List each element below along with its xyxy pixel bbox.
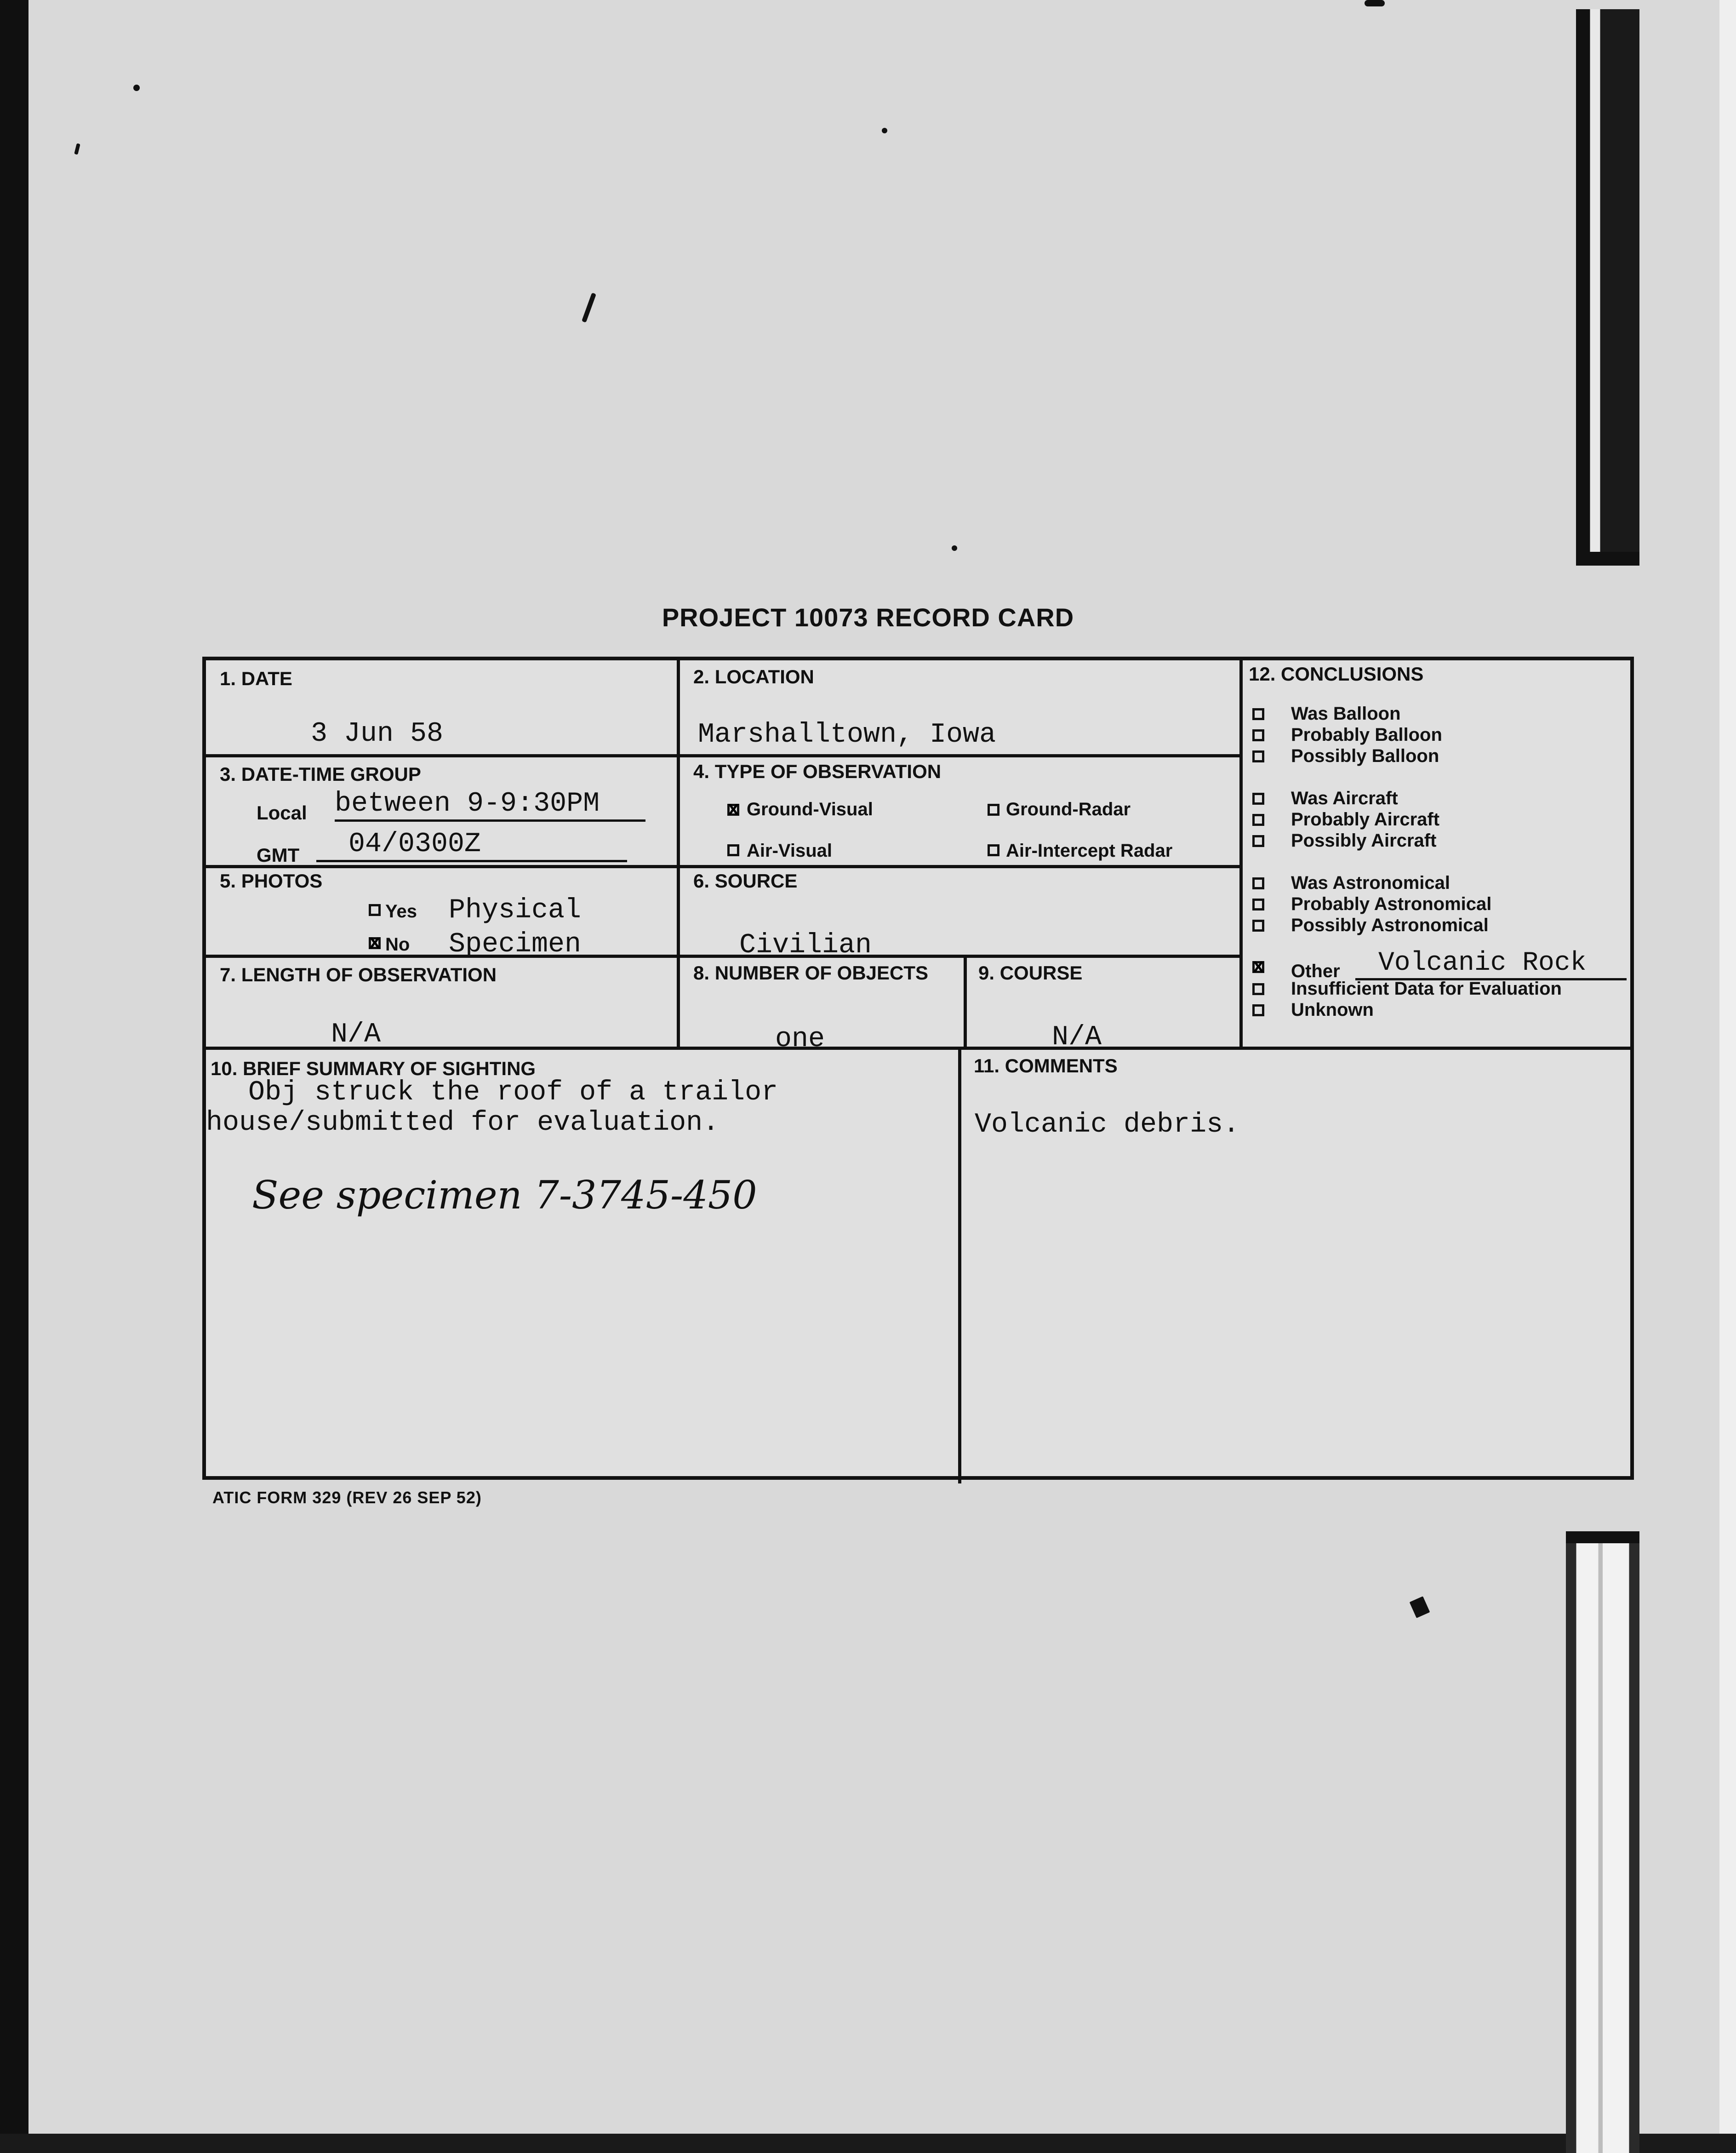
photos-note-line2: Specimen xyxy=(449,929,582,960)
dust-speck xyxy=(882,128,887,133)
dust-speck xyxy=(1410,1596,1430,1618)
course-label: 9. COURSE xyxy=(978,962,1083,984)
rule-col-summary xyxy=(958,1047,961,1483)
ground-visual-label: Ground-Visual xyxy=(747,799,873,819)
unknown-label: Unknown xyxy=(1291,1000,1374,1020)
dust-speck xyxy=(582,292,596,322)
probably-aircraft-checkbox[interactable] xyxy=(1252,814,1264,826)
location-value: Marshalltown, Iowa xyxy=(698,719,996,750)
num-objects-value: one xyxy=(775,1024,825,1055)
other-checkbox[interactable] xyxy=(1252,961,1264,973)
source-value: Civilian xyxy=(739,930,872,961)
possibly-balloon-label: Possibly Balloon xyxy=(1291,746,1439,766)
photos-yes-label: Yes xyxy=(385,901,417,922)
date-value: 3 Jun 58 xyxy=(311,718,444,750)
binder-clip-top-foot xyxy=(1576,552,1639,566)
num-objects-label: 8. NUMBER OF OBJECTS xyxy=(693,962,929,984)
insufficient-data-label: Insufficient Data for Evaluation xyxy=(1291,979,1562,999)
rule-col-course xyxy=(964,955,967,1047)
possibly-astronomical-checkbox[interactable] xyxy=(1252,920,1264,932)
scan-border-left xyxy=(0,0,29,2153)
photos-label: 5. PHOTOS xyxy=(220,870,323,892)
ground-radar-checkbox[interactable] xyxy=(988,804,999,816)
comments-value: Volcanic debris. xyxy=(975,1109,1240,1140)
photos-no-label: No xyxy=(385,934,410,955)
air-visual-label: Air-Visual xyxy=(747,841,832,861)
insufficient-data-checkbox[interactable] xyxy=(1252,983,1264,995)
binder-clip-bottom xyxy=(1566,1531,1639,2153)
gmt-time-field: 04/0300Z xyxy=(316,829,627,862)
rule-col1 xyxy=(677,660,680,1047)
probably-balloon-label: Probably Balloon xyxy=(1291,725,1442,745)
rule-col-conclusions xyxy=(1239,660,1243,1047)
record-card xyxy=(202,657,1634,1480)
rule-row1 xyxy=(206,754,1240,757)
conclusions-label: 12. CONCLUSIONS xyxy=(1249,663,1424,685)
scan-border-right xyxy=(1719,0,1736,2153)
possibly-aircraft-checkbox[interactable] xyxy=(1252,835,1264,847)
observation-type-label: 4. TYPE OF OBSERVATION xyxy=(693,761,942,782)
length-value: N/A xyxy=(331,1019,381,1050)
gmt-label: GMT xyxy=(257,844,300,866)
was-astronomical-label: Was Astronomical xyxy=(1291,873,1450,893)
was-aircraft-checkbox[interactable] xyxy=(1252,793,1264,805)
probably-aircraft-label: Probably Aircraft xyxy=(1291,809,1440,830)
other-label: Other xyxy=(1291,961,1340,981)
was-aircraft-label: Was Aircraft xyxy=(1291,788,1398,808)
was-balloon-checkbox[interactable] xyxy=(1252,708,1264,720)
scan-border-bottom xyxy=(0,2134,1736,2153)
dtg-label: 3. DATE-TIME GROUP xyxy=(220,763,421,785)
length-label: 7. LENGTH OF OBSERVATION xyxy=(220,964,497,985)
location-label: 2. LOCATION xyxy=(693,666,814,687)
unknown-checkbox[interactable] xyxy=(1252,1004,1264,1016)
binder-clip-top xyxy=(1576,9,1639,566)
dust-speck xyxy=(1365,0,1385,6)
rule-row3 xyxy=(206,955,1240,958)
possibly-aircraft-label: Possibly Aircraft xyxy=(1291,830,1437,851)
photos-no-checkbox[interactable] xyxy=(369,937,381,949)
was-astronomical-checkbox[interactable] xyxy=(1252,877,1264,889)
photos-yes-checkbox[interactable] xyxy=(369,904,381,916)
summary-label: 10. BRIEF SUMMARY OF SIGHTING xyxy=(211,1058,536,1079)
probably-astronomical-checkbox[interactable] xyxy=(1252,899,1264,910)
dust-speck xyxy=(133,85,140,91)
probably-astronomical-label: Probably Astronomical xyxy=(1291,894,1492,914)
course-value: N/A xyxy=(1052,1022,1102,1053)
photos-note-line1: Physical xyxy=(449,895,582,926)
summary-line2: house/submitted for evaluation. xyxy=(206,1107,720,1139)
ground-radar-label: Ground-Radar xyxy=(1006,799,1131,819)
dust-speck xyxy=(74,143,80,155)
summary-line1: Obj struck the roof of a trailor xyxy=(248,1077,778,1108)
handwritten-specimen-note: See specimen 7-3745-450 xyxy=(252,1173,757,1218)
air-visual-checkbox[interactable] xyxy=(727,844,739,856)
rule-row2 xyxy=(206,865,1240,868)
binder-clip-bottom-head xyxy=(1566,1531,1639,1543)
was-balloon-label: Was Balloon xyxy=(1291,704,1401,724)
air-intercept-radar-checkbox[interactable] xyxy=(988,844,999,856)
dust-speck xyxy=(952,545,957,551)
form-footer: ATIC FORM 329 (REV 26 SEP 52) xyxy=(212,1488,482,1507)
date-label: 1. DATE xyxy=(220,668,292,689)
possibly-astronomical-label: Possibly Astronomical xyxy=(1291,915,1489,935)
other-value-field: Volcanic Rock xyxy=(1355,948,1627,980)
source-label: 6. SOURCE xyxy=(693,870,798,892)
probably-balloon-checkbox[interactable] xyxy=(1252,729,1264,741)
comments-label: 11. COMMENTS xyxy=(974,1055,1118,1076)
local-time-field: between 9-9:30PM xyxy=(335,788,645,822)
ground-visual-checkbox[interactable] xyxy=(727,804,739,816)
card-title: PROJECT 10073 RECORD CARD xyxy=(662,603,1074,632)
possibly-balloon-checkbox[interactable] xyxy=(1252,750,1264,762)
air-intercept-radar-label: Air-Intercept Radar xyxy=(1006,841,1173,861)
local-label: Local xyxy=(257,802,307,824)
rule-row4 xyxy=(206,1047,1631,1050)
